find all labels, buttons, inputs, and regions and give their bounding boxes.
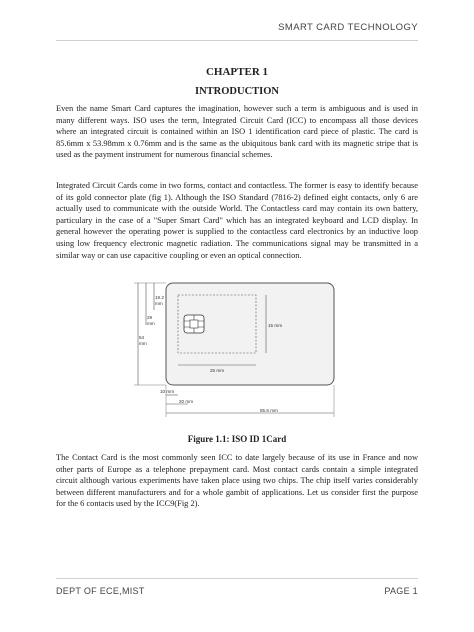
dim-19-2: 19.2 (155, 295, 164, 300)
dim-54: 54 (139, 335, 145, 340)
iso-card-diagram (134, 275, 354, 422)
dim-10mm: 10 mm (160, 389, 175, 394)
dim-29: 29 (147, 315, 153, 320)
chapter-number: CHAPTER 1 (205, 66, 269, 78)
footer-rule (56, 578, 418, 579)
paragraph-2: Integrated Circuit Cards come in two forms, contact and contactless. The former is easy to identify because of its gold connector plate (fig 1). Although the ISO Standard (7816-2) defined eight contacts, only 6 are actually used to communicate with the outside World. The Contactless card may contain its own battery, particulary in the case of a "Super Smart Card" which has an integrated keyboard and LCD display. In general however the operating power is supplied to the contactless card electronics by an inductive loop using low frequency electronic magnetic radiation. The communications signal may be transmitted in a similar way or can use capacitive coupling or even an optical connection. (56, 181, 418, 260)
paragraph-3: The Contact Card is the most commonly seen ICC to date largely because of its use in France and now other parts of Europe as a telephone prepayment card. Most contact cards contain a simple integrated circuit although various experiments have taken place using two chips. The chip itself varies considerably between different manufacturers and for a whole gambit of applications. Let us consider first the purpose for the 6 contacts used by the ICC9(Fig 2). (56, 453, 418, 509)
dim-29-unit: mm (147, 321, 155, 326)
header-rule (56, 40, 418, 41)
dim-20mm: 20 mm (179, 399, 194, 404)
figure-caption: Figure 1.1: ISO ID 1Card (187, 434, 287, 444)
running-header: SMART CARD TECHNOLOGY (278, 22, 418, 33)
footer-department: DEPT OF ECE,MIST (56, 586, 145, 596)
dim-54-unit: mm (139, 341, 147, 346)
dim-19-2-unit: mm (155, 301, 163, 306)
card-outline (166, 283, 334, 385)
dim-15mm: 15 mm (268, 323, 283, 328)
dim-85-6mm: 85.6 mm (260, 408, 278, 413)
footer-page-number: PAGE 1 (384, 586, 418, 596)
chapter-title: INTRODUCTION (194, 86, 279, 97)
chip-icon (184, 315, 204, 333)
paragraph-1: Even the name Smart Card captures the imagination, however such a term is ambiguous and is used in many different ways. ISO uses the term, Integrated Circuit Card (ICC) to encompass all those devices where an integrated circuit is contained within an ISO 1 identification card piece of plastic. The card is 85.6mm x 53.98mm x 0.76mm and is the same as the ubiquitous bank card with its magnetic stripe that is used as the payment instrument for numerous financial schemes. (56, 104, 418, 160)
dim-25mm: 25 mm (210, 368, 225, 373)
